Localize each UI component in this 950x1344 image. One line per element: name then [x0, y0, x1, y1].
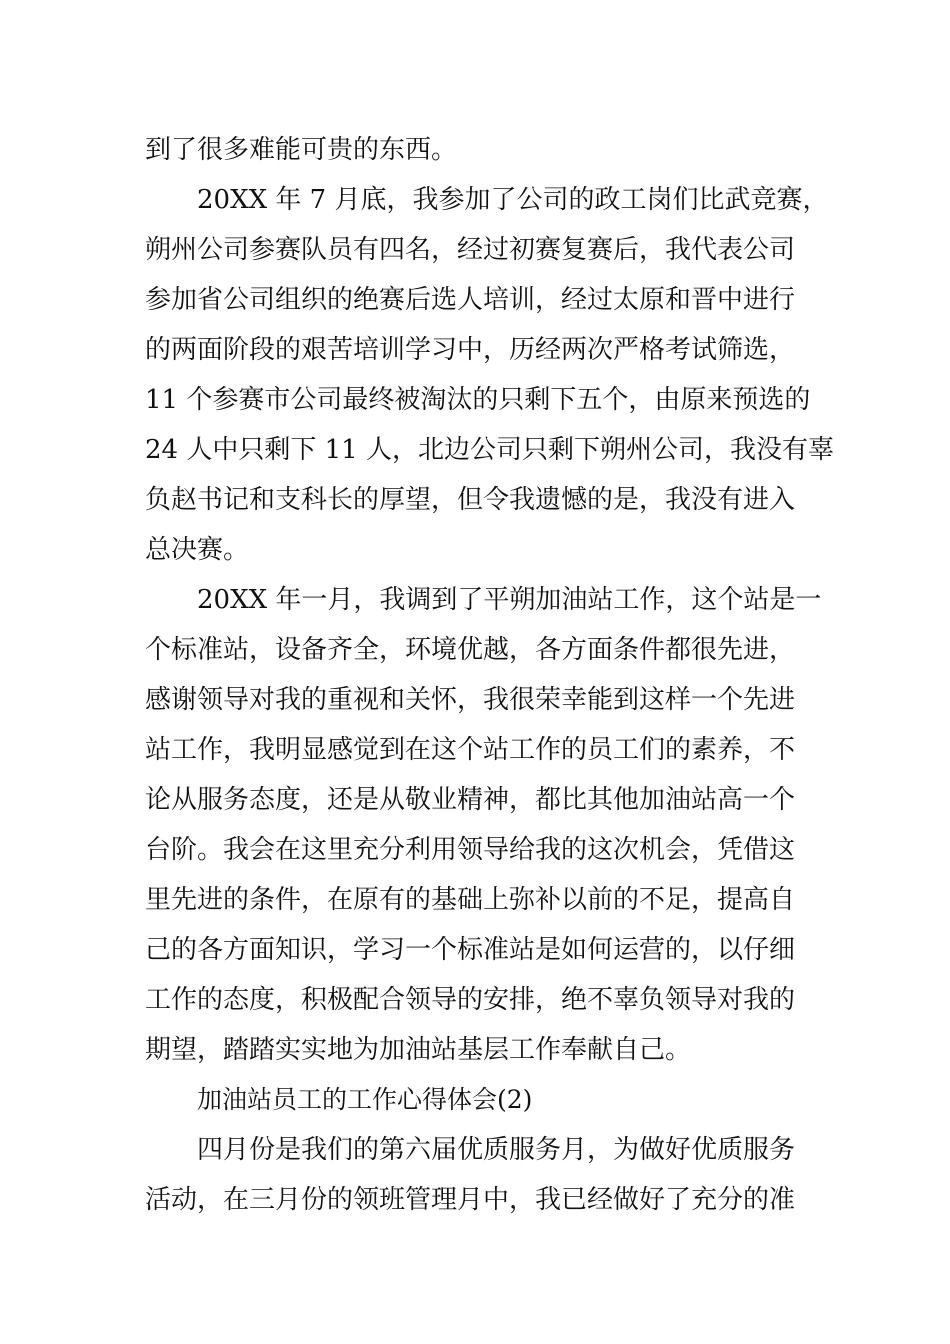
text-line: 论从服务态度，还是从敬业精神，都比其他加油站高一个 [145, 785, 796, 815]
text-line: 里先进的条件，在原有的基础上弥补以前的不足，提高自 [145, 885, 796, 915]
paragraph-start-line: 20XX 年 7 月底，我参加了公司的政工岗们比武竞赛， [197, 185, 829, 215]
text-line: 工作的态度，积极配合领导的安排，绝不辜负领导对我的 [145, 985, 796, 1015]
text-line: 活动，在三月份的领班管理月中，我已经做好了充分的准 [145, 1185, 796, 1215]
text-line: 个标准站，设备齐全，环境优越，各方面条件都很先进， [145, 635, 796, 665]
text-line: 参加省公司组织的绝赛后选人培训，经过太原和晋中进行 [145, 285, 796, 315]
text-line: 站工作，我明显感觉到在这个站工作的员工们的素养，不 [145, 735, 796, 765]
text-line: 11 个参赛市公司最终被淘汰的只剩下五个，由原来预选的 [145, 385, 811, 415]
text-line: 到了很多难能可贵的东西。 [145, 135, 458, 165]
section-heading: 加油站员工的工作心得体会(2) [197, 1085, 533, 1114]
text-line: 24 人中只剩下 11 人，北边公司只剩下朔州公司，我没有辜 [145, 435, 834, 465]
text-line: 负赵书记和支科长的厚望，但令我遗憾的是，我没有进入 [145, 485, 796, 515]
text-line: 己的各方面知识，学习一个标准站是如何运营的，以仔细 [145, 935, 796, 965]
paragraph-start-line: 四月份是我们的第六届优质服务月，为做好优质服务 [197, 1135, 796, 1165]
text-line: 的两面阶段的艰苦培训学习中，历经两次严格考试筛选， [145, 335, 796, 365]
text-line: 朔州公司参赛队员有四名，经过初赛复赛后，我代表公司 [145, 235, 796, 265]
text-line: 感谢领导对我的重视和关怀，我很荣幸能到这样一个先进 [145, 685, 796, 715]
paragraph-start-line: 20XX 年一月，我调到了平朔加油站工作，这个站是一 [197, 585, 822, 615]
text-line: 台阶。我会在这里充分利用领导给我的这次机会，凭借这 [145, 835, 796, 865]
text-line: 总决赛。 [145, 535, 250, 565]
text-line: 期望，踏踏实实地为加油站基层工作奉献自己。 [145, 1035, 692, 1065]
